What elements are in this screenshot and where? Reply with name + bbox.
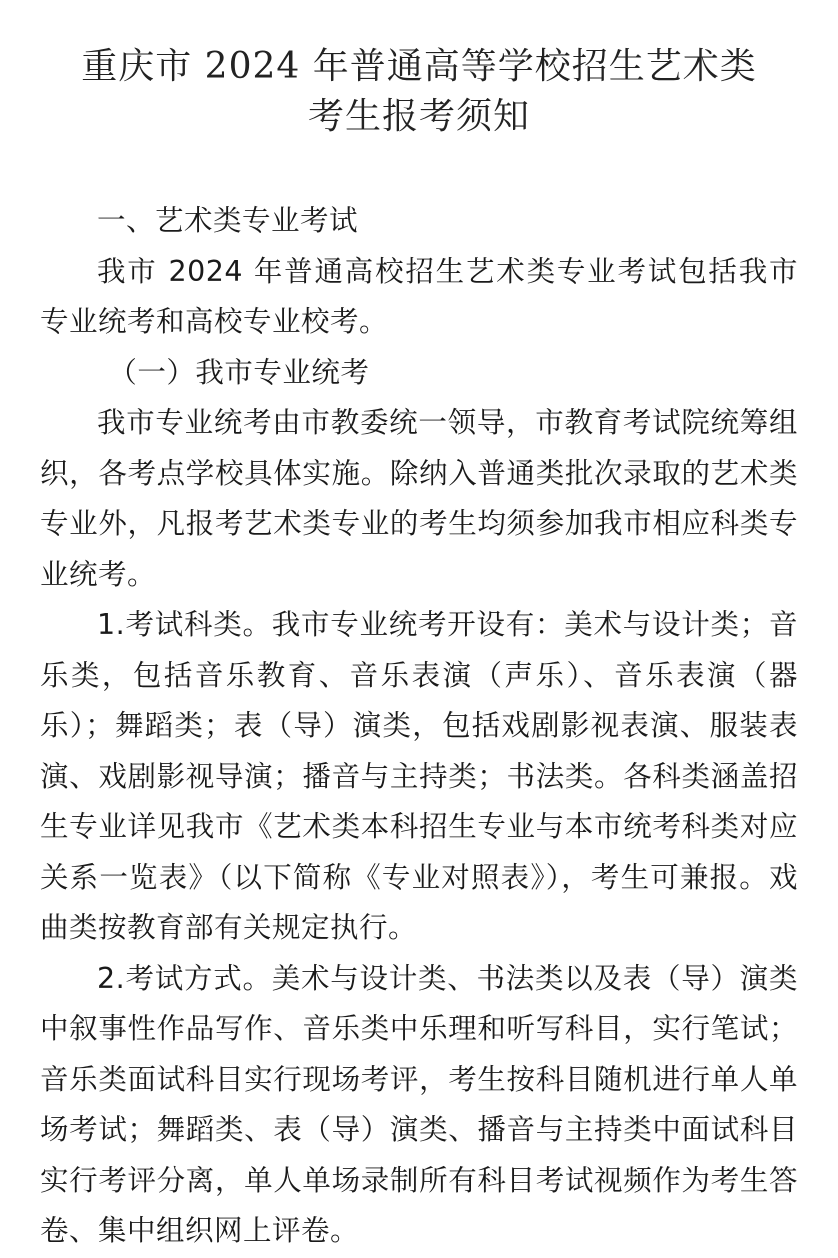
paragraph-exam-categories: 1.考试科类。我市专业统考开设有：美术与设计类；音乐类，包括音乐教育、音乐表演（声乐）、音乐表演（器乐）；舞蹈类；表（导）演类，包括戏剧影视表演、服装表演、戏剧影视导演；播音与主持类；书法类。各科类涵盖招生专业详见我市《艺术类本科招生专业与本市统考科类对应关系一览表》（以下简称《专业对照表》），考生可兼报。戏曲类按教育部有关规定执行。 — [40, 608, 798, 944]
paragraph-unified-exam: 我市专业统考由市教委统一领导，市教育考试院统筹组织，各考点学校具体实施。除纳入普通类批次录取的艺术类专业外，凡报考艺术类专业的考生均须参加我市相应科类专业统考。 — [40, 406, 798, 591]
section-heading-art-exam: 一、艺术类专业考试 — [97, 204, 359, 237]
document-title-line-2: 考生报考须知 — [307, 96, 530, 137]
document-title-line-1: 重庆市 2024 年普通高等学校招生艺术类 — [81, 46, 757, 87]
document-body — [40, 196, 798, 1257]
subsection-heading-unified-exam: （一）我市专业统考 — [108, 355, 370, 389]
paragraph-exam-methods: 2.考试方式。美术与设计类、书法类以及表（导）演类中叙事性作品写作、音乐类中乐理和听写科目，实行笔试；音乐类面试科目实行现场考评，考生按科目随机进行单人单场考试；舞蹈类、表（导）演类、播音与主持类中面试科目实行考评分离，单人单场录制所有科目考试视频作为考生答卷、集中组织网上评卷。 — [40, 961, 798, 1247]
paragraph-intro: 我市 2024 年普通高校招生艺术类专业考试包括我市专业统考和高校专业校考。 — [40, 254, 798, 338]
